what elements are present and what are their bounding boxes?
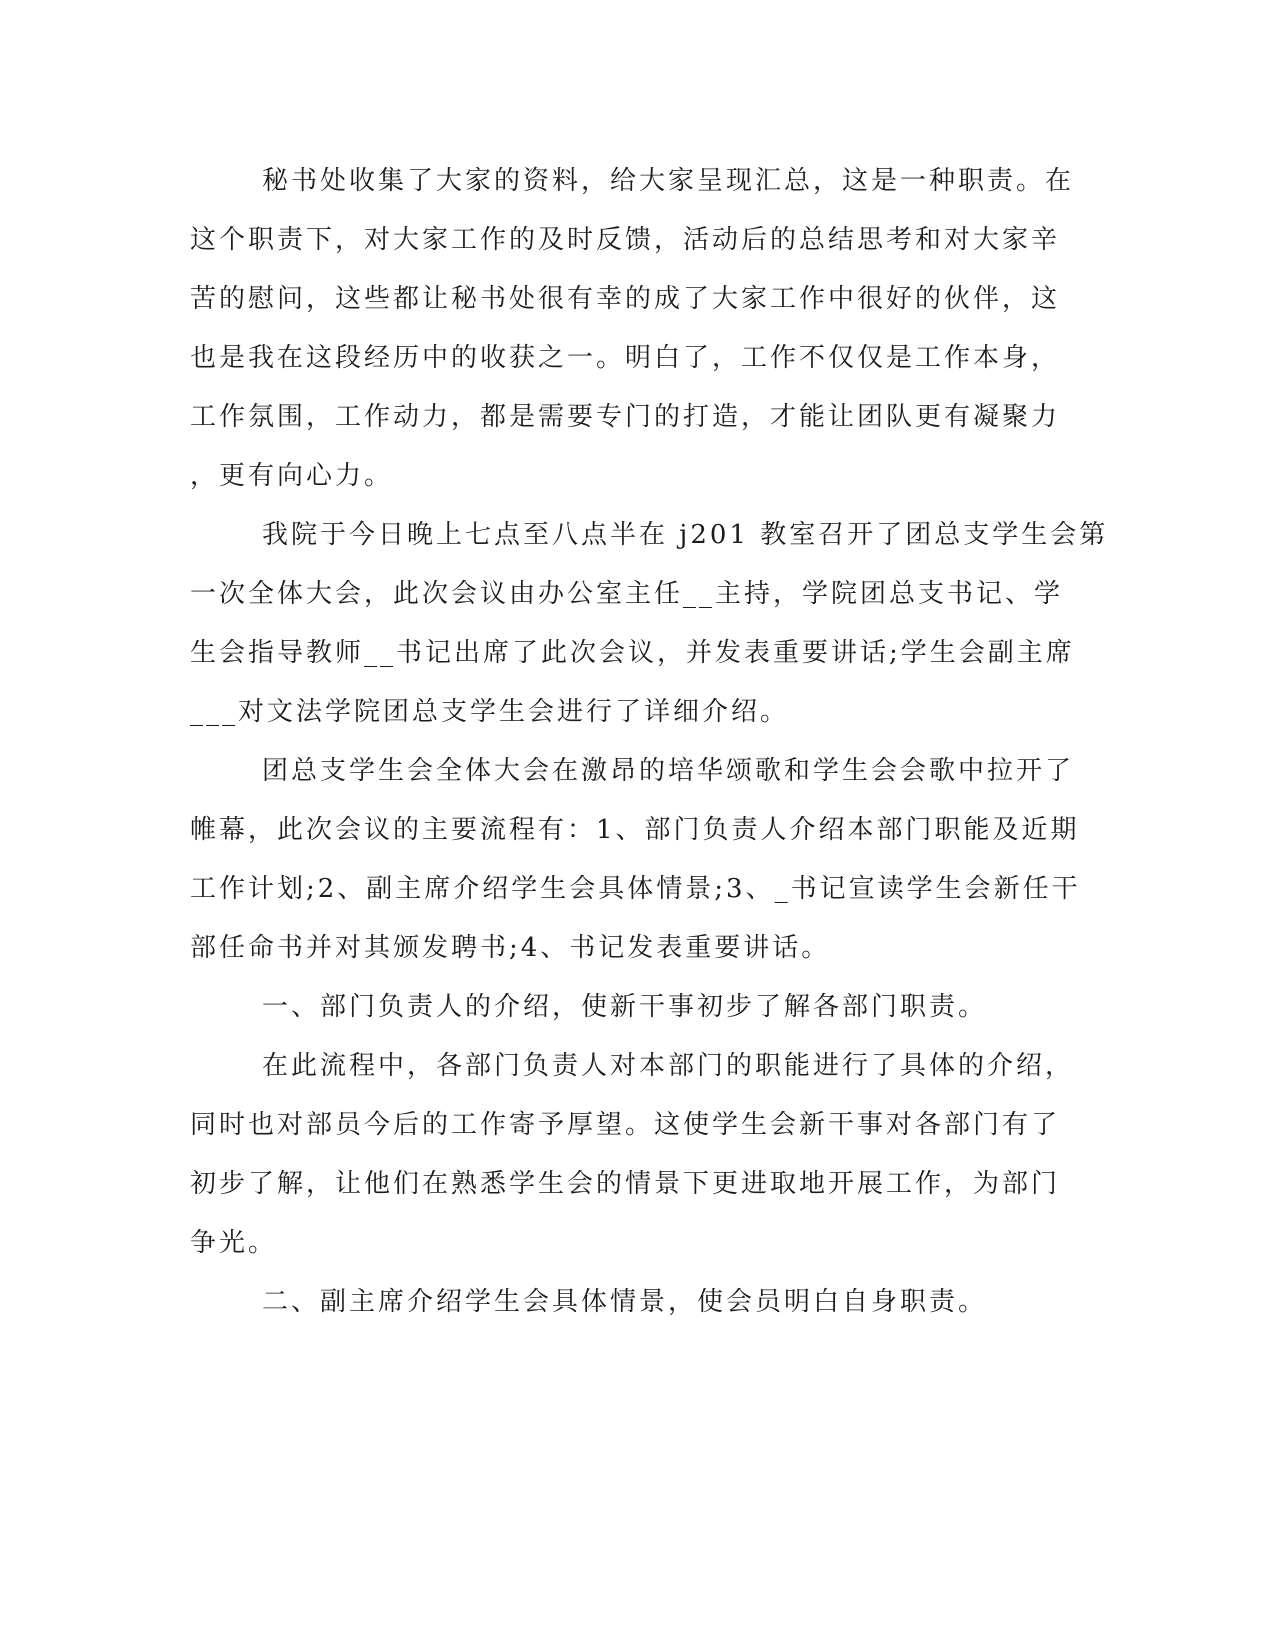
paragraph-line: 工作氛围，工作动力，都是需要专门的打造，才能让团队更有凝聚力 (190, 402, 1061, 432)
paragraph-line: 我院于今日晚上七点至八点半在 j201 教室召开了团总支学生会第 (262, 520, 1109, 550)
paragraph-line: ，更有向心力。 (190, 461, 394, 491)
section-heading-2: 二、副主席介绍学生会具体情景，使会员明白自身职责。 (262, 1287, 988, 1317)
paragraph-line: 争光。 (190, 1228, 278, 1258)
paragraph-line: ___对文法学院团总支学生会进行了详细介绍。 (190, 697, 790, 727)
paragraph-line: 一次全体大会，此次会议由办公室主任__主持，学院团总支书记、学 (190, 579, 1064, 609)
paragraph-line: 帷幕，此次会议的主要流程有：1、部门负责人介绍本部门职能及近期 (190, 815, 1080, 845)
paragraph-line: 同时也对部员今后的工作寄予厚望。这使学生会新干事对各部门有了 (190, 1110, 1061, 1140)
paragraph-line: 在此流程中，各部门负责人对本部门的职能进行了具体的介绍， (262, 1051, 1075, 1081)
paragraph-line: 也是我在这段经历中的收获之一。明白了，工作不仅仅是工作本身， (190, 343, 1061, 373)
paragraph-line: 工作计划;2、副主席介绍学生会具体情景;3、_书记宣读学生会新任干 (190, 874, 1081, 904)
paragraph-line: 生会指导教师__书记出席了此次会议，并发表重要讲话;学生会副主席 (190, 638, 1075, 668)
paragraph-line: 秘书处收集了大家的资料，给大家呈现汇总，这是一种职责。在 (262, 166, 1075, 196)
paragraph-line: 团总支学生会全体大会在激昂的培华颂歌和学生会会歌中拉开了 (262, 756, 1075, 786)
paragraph-line: 苦的慰问，这些都让秘书处很有幸的成了大家工作中很好的伙伴，这 (190, 284, 1061, 314)
paragraph-line: 部任命书并对其颁发聘书;4、书记发表重要讲话。 (190, 933, 831, 963)
section-heading-1: 一、部门负责人的介绍，使新干事初步了解各部门职责。 (262, 992, 988, 1022)
paragraph-line: 初步了解，让他们在熟悉学生会的情景下更进取地开展工作，为部门 (190, 1169, 1061, 1199)
paragraph-line: 这个职责下，对大家工作的及时反馈，活动后的总结思考和对大家辛 (190, 225, 1061, 255)
